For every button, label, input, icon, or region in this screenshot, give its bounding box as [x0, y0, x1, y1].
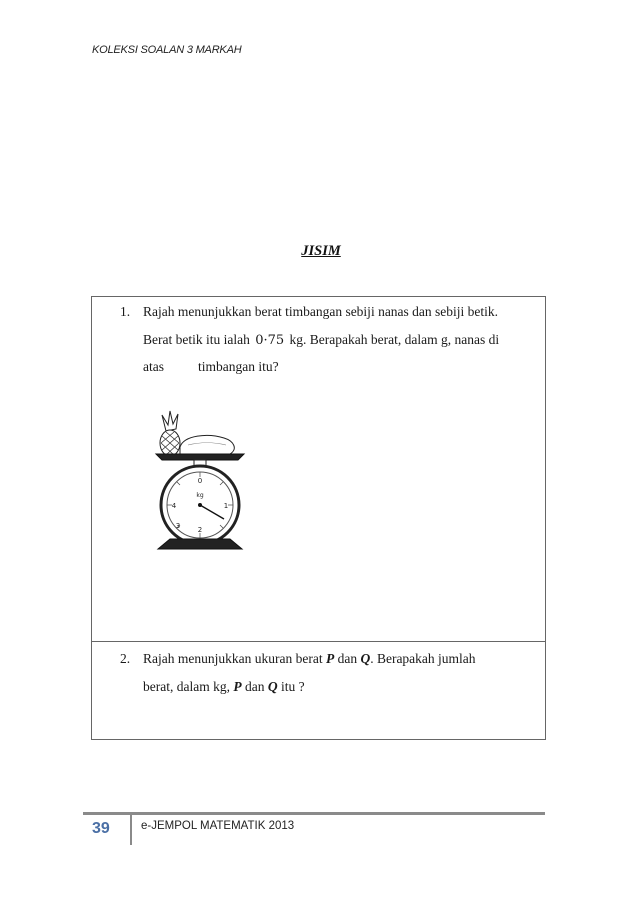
- variable-q: Q: [267, 679, 278, 694]
- dial-number: 1: [223, 502, 229, 510]
- question-1-line-1: Rajah menunjukkan berat timbangan sebiji nanas dan sebiji betik.: [143, 304, 499, 319]
- question-text: dan: [244, 679, 265, 694]
- question-text: berat, dalam kg,: [143, 679, 230, 694]
- dial-number: 3: [175, 522, 181, 530]
- weighing-scale-figure: [150, 409, 260, 555]
- question-2-line-1: [143, 651, 476, 667]
- dial-number: 4: [171, 502, 177, 510]
- question-table: [91, 296, 546, 740]
- question-1-line-3: [143, 359, 279, 375]
- question-text: Rajah menunjukkan ukuran berat: [143, 651, 323, 666]
- question-2-cell: [92, 642, 545, 740]
- question-text: itu ?: [280, 679, 305, 694]
- page-header: KOLEKSI SOALAN 3 MARKAH: [92, 44, 242, 56]
- question-1-cell: [92, 297, 545, 642]
- question-number: 2.: [120, 651, 131, 666]
- dial-unit-label: kg: [196, 492, 204, 499]
- question-text: kg. Berapakah berat, dalam g, nanas di: [289, 332, 500, 347]
- page-title: JISIM: [301, 243, 341, 259]
- pineapple-icon: [160, 411, 180, 456]
- scale-base: [158, 539, 242, 549]
- footer-separator: [130, 815, 132, 845]
- variable-p: P: [233, 679, 242, 694]
- page-number: 39: [92, 820, 110, 837]
- variable-q: Q: [360, 651, 371, 666]
- question-text: atas: [143, 359, 164, 374]
- dial-number: 0: [197, 477, 203, 485]
- question-text: Berat betik itu ialah: [143, 332, 250, 347]
- question-text: . Berapakah jumlah: [370, 651, 476, 666]
- papaya-mass-value: 0·75: [255, 333, 285, 348]
- question-text: timbangan itu?: [198, 359, 279, 374]
- question-2-line-2: [143, 679, 305, 695]
- variable-p: P: [325, 651, 335, 666]
- question-text: dan: [337, 651, 358, 666]
- footer-rule: [83, 812, 545, 815]
- footer-text: e-JEMPOL MATEMATIK 2013: [141, 820, 295, 832]
- scale-tray: [156, 454, 244, 460]
- question-1-line-2: [143, 332, 499, 348]
- dial-number: 2: [197, 526, 203, 534]
- question-number: 1.: [120, 304, 131, 319]
